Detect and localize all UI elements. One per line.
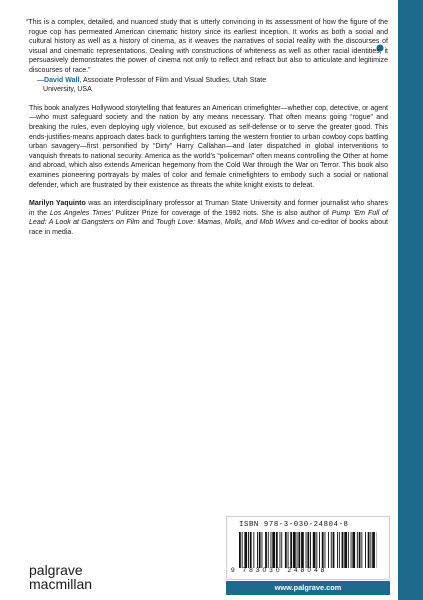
barcode-bar	[342, 532, 344, 568]
barcode-bar	[271, 532, 272, 568]
barcode-bar	[268, 532, 269, 568]
cover-text	[26, 18, 389, 237]
barcode-bar	[265, 532, 267, 568]
endorsement-quote: “This is a complex, detailed, and nuanced study that is utterly convincing in its assessment of how the figure of the rogue cop has permeated American cinematic history since its earliest inception. It works as both a social and cultural history as well as a history of cinema, as it weaves the narratives of social reality with the discourses of visual and cinematic representations. Dealing with constructions of whiteness as well as other racial identities, it persuasively demonstrates the power of cinema not only to reflect and refract but also to articulate and legitimize discourses of race.”	[26, 19, 388, 74]
book-description: This book analyzes Hollywood storytelling that features an American crimefighter—whether cop, detective, or agent—who must safeguard society and the nation by any means necessary. That often means going “rogue” and breaking the rules, even deploying ugly violence, but excused as self-defense or to serve the greater good. This ends-justifies-means approach dates back to gunfighters taming the western frontier to urban cowboy cops battling urban savagery—first personified by “Dirty” Harry Callahan—and later dispatched in global interventions to vanquish threats to national security. America as the world’s “policeman” often means controlling the Other at home and abroad, which also extends American hegemony from the Cold War through the War on Terror. This book also examines pioneering portrayals by males of color and female crimefighters to embody such a social or national defender, which are frustrated by their existence as threats the white knight exists to defeat.	[29, 104, 388, 189]
publisher-url: www.palgrave.com	[226, 581, 390, 595]
barcode-bar	[280, 532, 281, 568]
barcode-bar	[372, 532, 375, 568]
endorser-name: David Wall	[44, 76, 80, 84]
barcode-bar	[250, 532, 252, 568]
endorser-affiliation: University, USA	[43, 86, 92, 94]
isbn-label: ISBN 978-3-030-24804-8	[239, 521, 349, 529]
bio-text-3: and	[139, 219, 157, 227]
barcode-digits: 9 783030 248048	[231, 567, 328, 574]
barcode-bar	[244, 532, 247, 568]
barcode-bar	[370, 532, 371, 568]
barcode-bar	[301, 532, 304, 568]
barcode-bar	[290, 532, 292, 568]
barcode-bar	[242, 532, 243, 568]
author-name: Marilyn Yaquinto	[29, 200, 86, 208]
barcode-bars	[239, 532, 377, 568]
endorsement-attribution	[29, 76, 388, 86]
barcode-bar	[281, 532, 282, 568]
barcode-bar	[298, 532, 300, 568]
barcode-bar	[288, 532, 289, 568]
barcode-bar	[248, 532, 249, 568]
bio-text-4: and co-editor of books about race in media.	[29, 219, 388, 236]
logo-line-2: macmillan	[29, 576, 93, 592]
barcode-bar	[368, 532, 370, 568]
publisher-logo	[29, 563, 92, 591]
barcode-bar	[259, 532, 261, 568]
barcode-bar	[339, 532, 340, 568]
barcode-bar	[293, 532, 296, 568]
barcode-bar	[337, 532, 338, 568]
barcode-bar	[325, 532, 326, 568]
barcode-bar	[257, 532, 258, 568]
barcode-bar	[297, 532, 298, 568]
barcode-bar	[344, 532, 347, 568]
barcode-bar	[352, 532, 355, 568]
attribution-dash: —	[37, 76, 45, 84]
barcode-bar	[285, 532, 287, 568]
barcode-bar	[351, 532, 352, 568]
bio-book-1: Pump ’Em Full of Lead: A Look at Gangsters on Film	[29, 209, 388, 227]
barcode-bar	[239, 532, 241, 568]
barcode-bar	[272, 532, 275, 568]
barcode-bar	[328, 532, 329, 568]
barcode-bar	[333, 532, 335, 568]
barcode-bar	[313, 532, 316, 568]
bio-text-2: Pulitzer Prize for coverage of the 1992 riots. She is also author of	[112, 209, 332, 217]
barcode-bar	[331, 532, 332, 568]
barcode-bar	[306, 532, 307, 568]
barcode-bar	[348, 532, 349, 568]
barcode-bar	[316, 532, 317, 568]
bio-newspaper: Los Angeles Times’	[49, 209, 113, 217]
endorser-title: , Associate Professor of Film and Visual Studies, Utah State	[79, 76, 267, 84]
barcode-bar	[359, 532, 361, 568]
book-spine	[398, 0, 423, 600]
barcode-bar	[319, 532, 320, 568]
bio-book-2: Tough Love: Mamas, Molls, and Mob Wives	[156, 219, 295, 227]
logo-line-1: palgrave	[29, 562, 83, 578]
barcode-bar	[262, 532, 263, 568]
barcode-bar	[357, 532, 358, 568]
barcode-bar	[276, 532, 278, 568]
barcode-bar	[253, 532, 254, 568]
barcode-panel	[226, 516, 390, 580]
bio-text-1: was an interdisciplinary professor at Truman State University and former journalist who shares in the	[29, 200, 389, 217]
barcode-bar	[365, 532, 366, 568]
barcode-bar	[310, 532, 311, 568]
barcode-bar	[361, 532, 362, 568]
author-bio	[29, 199, 388, 237]
barcode-bar	[322, 532, 324, 568]
barcode-bar	[307, 532, 309, 568]
